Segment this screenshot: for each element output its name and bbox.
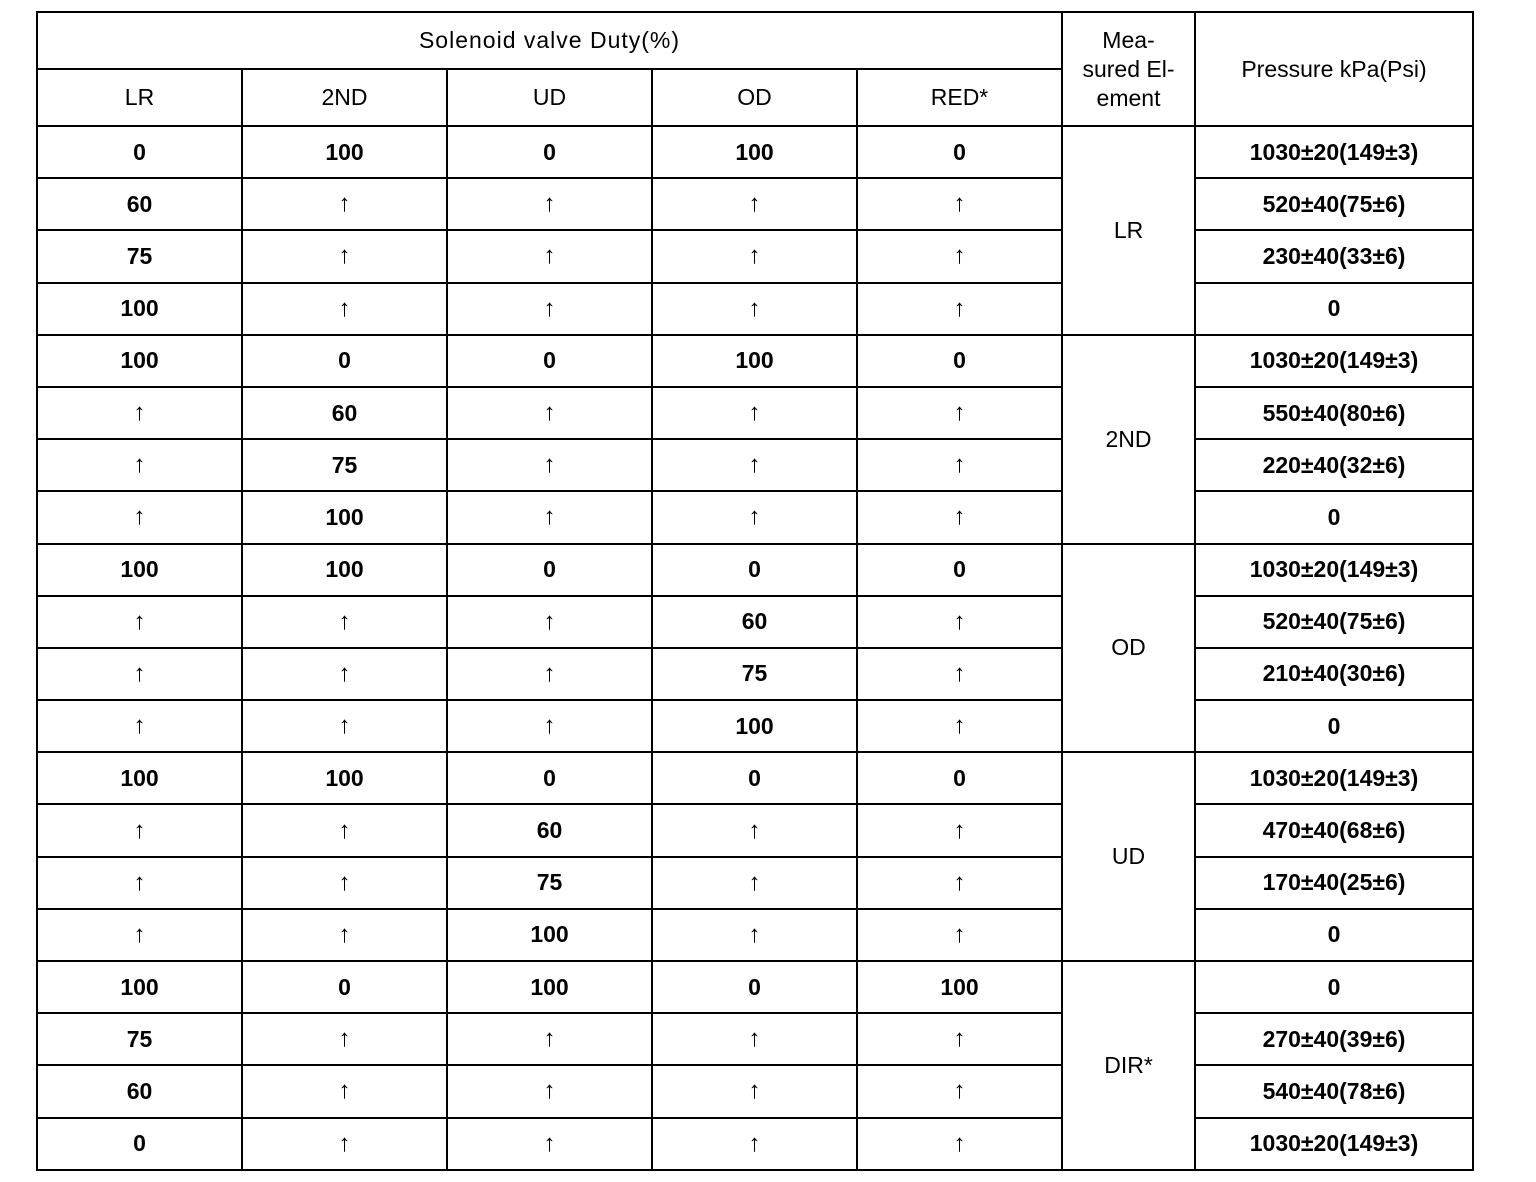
duty-cell-red: ↑ bbox=[857, 596, 1062, 648]
duty-cell-ud: ↑ bbox=[447, 178, 652, 230]
duty-cell-red: 100 bbox=[857, 961, 1062, 1013]
duty-cell-ud: 0 bbox=[447, 126, 652, 178]
duty-cell-red: 0 bbox=[857, 752, 1062, 804]
pressure-cell: 550±40(80±6) bbox=[1195, 387, 1473, 439]
measured-element-cell: DIR* bbox=[1062, 961, 1195, 1170]
pressure-cell: 1030±20(149±3) bbox=[1195, 752, 1473, 804]
column-header-red: RED* bbox=[857, 69, 1062, 126]
duty-cell-ud: ↑ bbox=[447, 283, 652, 335]
column-header-lr: LR bbox=[37, 69, 242, 126]
table-row bbox=[37, 439, 1473, 491]
duty-cell-od: ↑ bbox=[652, 283, 857, 335]
measured-element-cell: OD bbox=[1062, 544, 1195, 753]
duty-cell-od: ↑ bbox=[652, 804, 857, 856]
duty-cell-od: 0 bbox=[652, 752, 857, 804]
table-row bbox=[37, 804, 1473, 856]
table-row bbox=[37, 909, 1473, 961]
duty-cell-lr: 75 bbox=[37, 230, 242, 282]
duty-cell-od: 75 bbox=[652, 648, 857, 700]
duty-cell-lr: 100 bbox=[37, 335, 242, 387]
duty-cell-ud: ↑ bbox=[447, 439, 652, 491]
pressure-cell: 220±40(32±6) bbox=[1195, 439, 1473, 491]
duty-cell-od: ↑ bbox=[652, 387, 857, 439]
pressure-cell: 1030±20(149±3) bbox=[1195, 544, 1473, 596]
table-row bbox=[37, 648, 1473, 700]
duty-cell-red: ↑ bbox=[857, 1118, 1062, 1170]
duty-cell-lr: 0 bbox=[37, 1118, 242, 1170]
duty-cell-ud: ↑ bbox=[447, 1118, 652, 1170]
duty-cell-ud: ↑ bbox=[447, 700, 652, 752]
pressure-cell: 270±40(39±6) bbox=[1195, 1013, 1473, 1065]
table-row bbox=[37, 387, 1473, 439]
duty-cell-ud: ↑ bbox=[447, 1013, 652, 1065]
duty-cell-2nd: ↑ bbox=[242, 1118, 447, 1170]
measured-header-line-1: Mea- bbox=[1102, 26, 1155, 53]
duty-cell-lr: ↑ bbox=[37, 648, 242, 700]
duty-cell-2nd: 0 bbox=[242, 335, 447, 387]
duty-cell-2nd: ↑ bbox=[242, 178, 447, 230]
table-row bbox=[37, 752, 1473, 804]
pressure-cell: 170±40(25±6) bbox=[1195, 857, 1473, 909]
duty-cell-2nd: 100 bbox=[242, 752, 447, 804]
duty-cell-lr: 60 bbox=[37, 1065, 242, 1117]
duty-cell-2nd: 100 bbox=[242, 126, 447, 178]
duty-cell-od: ↑ bbox=[652, 178, 857, 230]
duty-cell-ud: ↑ bbox=[447, 491, 652, 543]
duty-cell-red: ↑ bbox=[857, 1013, 1062, 1065]
duty-cell-red: ↑ bbox=[857, 700, 1062, 752]
duty-cell-red: ↑ bbox=[857, 230, 1062, 282]
duty-cell-red: ↑ bbox=[857, 648, 1062, 700]
duty-cell-red: ↑ bbox=[857, 283, 1062, 335]
column-header-ud: UD bbox=[447, 69, 652, 126]
duty-cell-red: 0 bbox=[857, 544, 1062, 596]
duty-cell-2nd: ↑ bbox=[242, 1065, 447, 1117]
duty-cell-od: ↑ bbox=[652, 1013, 857, 1065]
duty-cell-red: ↑ bbox=[857, 491, 1062, 543]
duty-cell-lr: ↑ bbox=[37, 909, 242, 961]
duty-cell-od: ↑ bbox=[652, 1118, 857, 1170]
solenoid-duty-table bbox=[36, 11, 1474, 1171]
duty-cell-od: ↑ bbox=[652, 909, 857, 961]
duty-cell-od: ↑ bbox=[652, 491, 857, 543]
table-row bbox=[37, 335, 1473, 387]
table-row bbox=[37, 1065, 1473, 1117]
duty-cell-2nd: ↑ bbox=[242, 283, 447, 335]
duty-cell-2nd: ↑ bbox=[242, 648, 447, 700]
duty-cell-ud: 0 bbox=[447, 544, 652, 596]
pressure-cell: 0 bbox=[1195, 283, 1473, 335]
duty-cell-lr: ↑ bbox=[37, 700, 242, 752]
pressure-header: Pressure kPa(Psi) bbox=[1195, 12, 1473, 126]
duty-cell-lr: ↑ bbox=[37, 491, 242, 543]
duty-cell-red: ↑ bbox=[857, 387, 1062, 439]
duty-cell-red: ↑ bbox=[857, 804, 1062, 856]
pressure-cell: 520±40(75±6) bbox=[1195, 596, 1473, 648]
table-row bbox=[37, 700, 1473, 752]
duty-cell-lr: 100 bbox=[37, 283, 242, 335]
duty-cell-lr: 60 bbox=[37, 178, 242, 230]
pressure-cell: 470±40(68±6) bbox=[1195, 804, 1473, 856]
duty-cell-lr: ↑ bbox=[37, 387, 242, 439]
duty-cell-od: ↑ bbox=[652, 439, 857, 491]
duty-cell-ud: 100 bbox=[447, 961, 652, 1013]
duty-cell-2nd: ↑ bbox=[242, 1013, 447, 1065]
table-row bbox=[37, 126, 1473, 178]
table-row bbox=[37, 544, 1473, 596]
duty-cell-lr: ↑ bbox=[37, 857, 242, 909]
pressure-cell: 540±40(78±6) bbox=[1195, 1065, 1473, 1117]
duty-cell-lr: ↑ bbox=[37, 804, 242, 856]
duty-cell-red: 0 bbox=[857, 335, 1062, 387]
duty-cell-lr: 0 bbox=[37, 126, 242, 178]
duty-cell-red: ↑ bbox=[857, 909, 1062, 961]
duty-cell-2nd: 75 bbox=[242, 439, 447, 491]
measured-element-cell: UD bbox=[1062, 752, 1195, 961]
duty-cell-ud: ↑ bbox=[447, 387, 652, 439]
pressure-cell: 0 bbox=[1195, 909, 1473, 961]
duty-cell-2nd: ↑ bbox=[242, 857, 447, 909]
duty-cell-2nd: 0 bbox=[242, 961, 447, 1013]
duty-cell-red: 0 bbox=[857, 126, 1062, 178]
duty-cell-red: ↑ bbox=[857, 178, 1062, 230]
duty-cell-2nd: ↑ bbox=[242, 700, 447, 752]
duty-cell-lr: 100 bbox=[37, 752, 242, 804]
table-row bbox=[37, 178, 1473, 230]
table-row bbox=[37, 230, 1473, 282]
duty-cell-ud: ↑ bbox=[447, 230, 652, 282]
measured-header-line-2: sured El- bbox=[1082, 55, 1175, 82]
pressure-cell: 520±40(75±6) bbox=[1195, 178, 1473, 230]
duty-cell-od: 100 bbox=[652, 700, 857, 752]
duty-cell-lr: 100 bbox=[37, 544, 242, 596]
measured-element-cell: LR bbox=[1062, 126, 1195, 335]
duty-cell-red: ↑ bbox=[857, 1065, 1062, 1117]
measured-header-line-3: ement bbox=[1096, 84, 1161, 111]
duty-cell-od: 100 bbox=[652, 126, 857, 178]
column-header-2nd: 2ND bbox=[242, 69, 447, 126]
duty-cell-ud: 60 bbox=[447, 804, 652, 856]
table-row bbox=[37, 857, 1473, 909]
duty-cell-2nd: 100 bbox=[242, 544, 447, 596]
duty-cell-2nd: 100 bbox=[242, 491, 447, 543]
duty-cell-od: ↑ bbox=[652, 230, 857, 282]
table-row bbox=[37, 596, 1473, 648]
duty-cell-ud: ↑ bbox=[447, 648, 652, 700]
duty-cell-ud: 0 bbox=[447, 752, 652, 804]
pressure-cell: 0 bbox=[1195, 491, 1473, 543]
duty-cell-2nd: ↑ bbox=[242, 230, 447, 282]
pressure-cell: 230±40(33±6) bbox=[1195, 230, 1473, 282]
table-row bbox=[37, 283, 1473, 335]
table-body bbox=[37, 126, 1473, 1170]
duty-cell-2nd: ↑ bbox=[242, 596, 447, 648]
duty-cell-2nd: ↑ bbox=[242, 804, 447, 856]
table-row bbox=[37, 1118, 1473, 1170]
solenoid-duty-header: Solenoid valve Duty(%) bbox=[37, 12, 1062, 69]
duty-cell-od: 100 bbox=[652, 335, 857, 387]
duty-cell-ud: 100 bbox=[447, 909, 652, 961]
pressure-cell: 0 bbox=[1195, 700, 1473, 752]
duty-cell-od: 60 bbox=[652, 596, 857, 648]
table-row bbox=[37, 961, 1473, 1013]
duty-cell-ud: 75 bbox=[447, 857, 652, 909]
duty-cell-2nd: ↑ bbox=[242, 909, 447, 961]
duty-cell-od: 0 bbox=[652, 544, 857, 596]
table-row bbox=[37, 1013, 1473, 1065]
duty-cell-od: 0 bbox=[652, 961, 857, 1013]
pressure-cell: 0 bbox=[1195, 961, 1473, 1013]
table-row bbox=[37, 491, 1473, 543]
duty-cell-od: ↑ bbox=[652, 1065, 857, 1117]
duty-cell-lr: ↑ bbox=[37, 439, 242, 491]
duty-cell-2nd: 60 bbox=[242, 387, 447, 439]
duty-cell-red: ↑ bbox=[857, 439, 1062, 491]
measured-element-cell: 2ND bbox=[1062, 335, 1195, 544]
duty-cell-ud: ↑ bbox=[447, 596, 652, 648]
column-header-od: OD bbox=[652, 69, 857, 126]
pressure-cell: 1030±20(149±3) bbox=[1195, 335, 1473, 387]
duty-cell-ud: ↑ bbox=[447, 1065, 652, 1117]
pressure-cell: 210±40(30±6) bbox=[1195, 648, 1473, 700]
duty-cell-lr: 75 bbox=[37, 1013, 242, 1065]
duty-cell-od: ↑ bbox=[652, 857, 857, 909]
duty-cell-red: ↑ bbox=[857, 857, 1062, 909]
duty-cell-ud: 0 bbox=[447, 335, 652, 387]
pressure-cell: 1030±20(149±3) bbox=[1195, 126, 1473, 178]
pressure-cell: 1030±20(149±3) bbox=[1195, 1118, 1473, 1170]
duty-cell-lr: 100 bbox=[37, 961, 242, 1013]
duty-cell-lr: ↑ bbox=[37, 596, 242, 648]
measured-element-header bbox=[1062, 12, 1195, 126]
